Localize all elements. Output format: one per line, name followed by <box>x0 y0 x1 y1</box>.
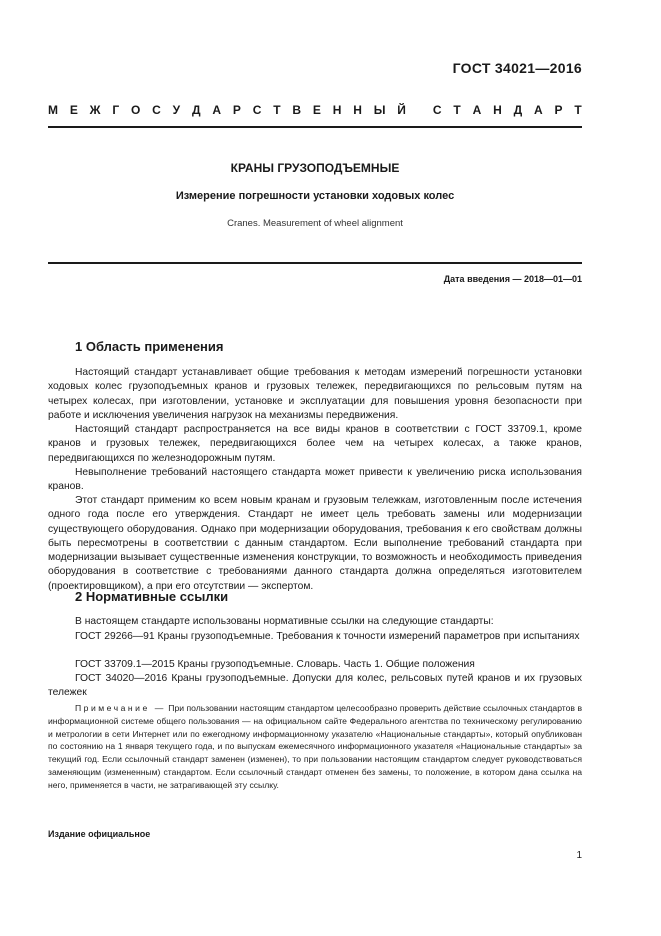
standard-number: ГОСТ 34021—2016 <box>452 60 582 76</box>
normative-reference: ГОСТ 29266—91 Краны грузоподъемные. Требования к точности измерений параметров при испытаниях <box>75 631 580 642</box>
section-2-heading: 2 Нормативные ссылки <box>75 589 229 604</box>
banner-letter: Е <box>69 103 78 117</box>
document-title-english: Cranes. Measurement of wheel alignment <box>227 218 403 229</box>
section-1-paragraph: Настоящий стандарт распространяется на все виды кранов в соответствии с ГОСТ 33709.1, кроме кранов и грузовых тележек, передвигающихся более чем на четырех колесах, а также кранов, передвигающихся по железнодорожным путям. <box>48 424 582 464</box>
note-label: Примечание — <box>75 703 166 713</box>
banner-letter: С <box>152 103 161 117</box>
official-edition-label: Издание официальное <box>48 829 151 839</box>
banner-letter: У <box>172 103 181 117</box>
title-rule <box>48 262 582 264</box>
banner-letter: Д <box>513 103 523 117</box>
note-text: При пользовании настоящим стандартом целесообразно проверить действие ссылочных стандартов в информационной системе общего пользования — на официальном сайте Федерального агентства по техническому регулированию и метрологии в сети Интернет или по ежегодному информационному указателю «Национальные стандарты», который опубликован по состоянию на 1 января текущего года, и по выпускам ежемесячного информационного указателя «Национальные стандарты» за текущий год. Если ссылочный стандарт заменен (изменен), то при пользовании настоящим стандартом следует руководствоваться заменяющим (измененным) стандартом. Если ссылочный стандарт отменен без замены, то положение, в котором дана ссылка на него, применяется в части, не затрагивающей эту ссылку. <box>48 703 583 790</box>
normative-reference: ГОСТ 33709.1—2015 Краны грузоподъемные. Словарь. Часть 1. Общие положения <box>75 659 475 670</box>
banner-letter: Т <box>273 103 281 117</box>
banner-letter: М <box>48 103 58 117</box>
banner-letter: Н <box>493 103 502 117</box>
banner-letter: А <box>472 103 482 117</box>
interstate-standard-banner <box>48 103 582 117</box>
page-number: 1 <box>576 850 582 861</box>
banner-letter: Р <box>554 103 563 117</box>
reference-note <box>48 702 582 792</box>
section-1-paragraph: Настоящий стандарт устанавливает общие требования к методам измерений погрешности установки ходовых колес грузоподъемных кранов и грузовых тележек, передвигающихся по рельсовым путям на четырех колесах, при изготовлении, установке и эксплуатации для повышения уровня безопасности при работе и исключения увеличения нагрузок на механизмы передвижения. <box>48 367 582 421</box>
banner-letter: Н <box>353 103 362 117</box>
banner-letter: Е <box>312 103 321 117</box>
banner-letter: Т <box>453 103 461 117</box>
banner-letter: Т <box>574 103 582 117</box>
section-1-paragraph: Невыполнение требований настоящего стандарта может привести к увеличению риска использования кранов. <box>48 467 582 493</box>
normative-reference: ГОСТ 34020—2016 Краны грузоподъемные. Допуски для колес, рельсовых путей кранов и их грузовых тележек <box>48 673 582 699</box>
section-1-paragraph: Этот стандарт применим ко всем новым кранам и грузовым тележкам, изготовленным после истечения одного года после его утверждения. Стандарт не имеет цель требовать замены или модернизации существующего оборудования. Однако при модернизации оборудования, требования к его свойствам должны быть пересмотрены в соответствии с данным стандартом. Если выполнение требований стандарта при модернизации вызывает существенные изменения конструкции, то возможность и необходимость приведения оборудования в соответствие с требованиями данного стандарта должна определяться изготовителем (проектировщиком), а при его отсутствии — экспертом. <box>48 495 582 592</box>
header-rule <box>48 126 582 128</box>
banner-gap <box>418 103 421 117</box>
banner-letter: В <box>292 103 302 117</box>
banner-letter: Д <box>191 103 201 117</box>
banner-letter: С <box>432 103 442 117</box>
section-1-heading: 1 Область применения <box>75 339 224 354</box>
banner-letter: А <box>533 103 543 117</box>
banner-letter: Ж <box>89 103 101 117</box>
document-title: КРАНЫ ГРУЗОПОДЪЕМНЫЕ <box>230 161 400 175</box>
banner-letter: Г <box>112 103 120 117</box>
banner-letter: Ы <box>373 103 386 117</box>
banner-letter: А <box>212 103 222 117</box>
section-2-intro: В настоящем стандарте использованы нормативные ссылки на следующие стандарты: <box>75 616 494 627</box>
document-subtitle: Измерение погрешности установки ходовых колес <box>175 190 455 202</box>
banner-letter: О <box>131 103 141 117</box>
banner-letter: Н <box>332 103 342 117</box>
introduction-date: Дата введения — 2018—01—01 <box>443 274 582 284</box>
banner-letter: Р <box>232 103 241 117</box>
banner-letter: Й <box>397 103 406 117</box>
banner-letter: С <box>252 103 262 117</box>
